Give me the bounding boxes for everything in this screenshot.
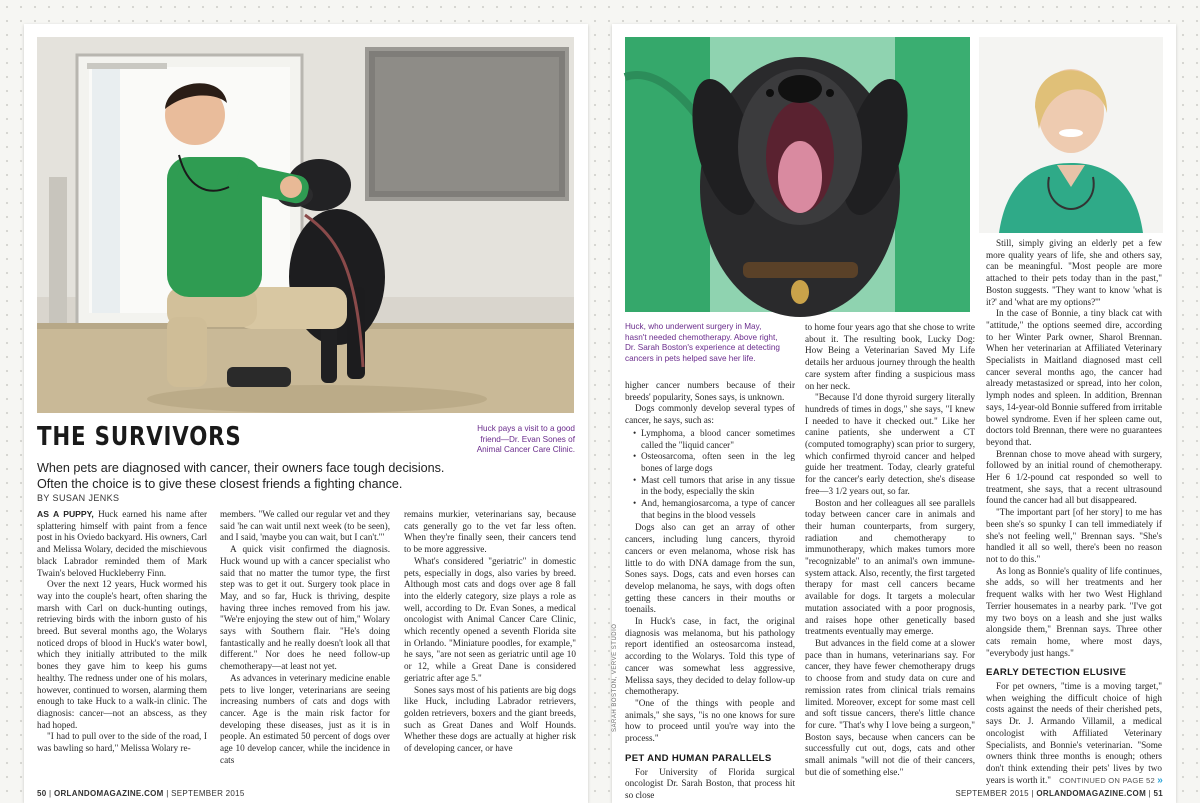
paragraph: For University of Florida surgical oncologist Dr. Sarah Boston, that process hit so close xyxy=(625,766,795,800)
paragraph: As advances in veterinary medicine enable pets to live longer, veterinarians are seeing increasing numbers of cats and dogs with cancer. Age is the main risk factor for developing these diseases, just as it is in people. An estimated 50 percent of dogs over age 10 develop cancer, while the incidence in cats xyxy=(220,672,390,765)
vet-with-dog-illustration xyxy=(37,37,574,413)
cancer-types-list xyxy=(631,428,795,522)
folio-separator: | xyxy=(1031,789,1034,798)
folio-separator: | xyxy=(1148,789,1151,798)
list-item: • And, hemangiosarcoma, a type of cancer that begins in the blood vessels xyxy=(631,498,795,521)
paragraph: Brennan chose to move ahead with surgery, followed by an initial round of chemotherapy. Her 6 1/2-pound cat responded so well to treatment, she says, that a recent ultrasound found the cancer had all but disappeared. xyxy=(986,448,1162,506)
right-page xyxy=(612,24,1176,803)
paragraph: Still, simply giving an elderly pet a few more quality years of life, she and others say, can be meaningful. "Most people are more attached to their pets today than in the past," Boston suggests. "They want to know 'what is it?' and 'what are my options?'" xyxy=(986,238,1162,307)
byline: BY SUSAN JENKS xyxy=(37,493,120,503)
issue-date: SEPTEMBER 2015 xyxy=(171,789,245,798)
paragraph-text: Huck earned his name after splattering himself with paint from a fence post in his Oviedo backyard. His owners, Carl and Melissa Wolary, decided the mischievous black Labrador reminded them of Mark Twain's beloved Huckleberry Finn. xyxy=(37,509,208,578)
continued-link[interactable] xyxy=(1059,775,1163,786)
doctor-portrait-photo xyxy=(979,37,1163,233)
dog-photo-caption xyxy=(625,322,815,364)
paragraph: But advances in the field come at a slower pace than in humans, veterinarians say. For cancer, they have fewer chemotherapy drugs to choose from and study data on cure and remission rates from clinical trials remains limited. Moreover, except for some mast cell and soft tissue cancers, there's little chance for cure. "That's why I love being a surgeon," Boston says, because when cancers can be successfully cut out, dogs, cats and other small animals "will not die of their cancers, but die of something else." xyxy=(805,637,975,777)
deck-line: Often the choice is to give these closest friends a fighting chance. xyxy=(37,477,403,491)
paragraph: Boston and her colleagues all see parallels today between cancer care in animals and their human counterparts, from surgery, radiation and chemotherapy to immunotherapy, which makes tumors more "recognizable" to an animal's own immune-system attack. Also, recently, the first targeted therapy for mast cell cancers became available for dogs. It targets a molecular mutation associated with a poor prognosis, and raises hope other genetically based treatments eventually may emerge. xyxy=(805,497,975,637)
text-column-5 xyxy=(805,322,975,792)
paragraph xyxy=(37,509,207,579)
caption-line: Huck pays a visit to a good xyxy=(477,424,575,433)
caption-line: Dr. Sarah Boston's experience at detecting xyxy=(625,343,780,353)
folio-separator: | xyxy=(166,789,169,798)
caption-line: friend—Dr. Evan Sones of xyxy=(480,434,575,444)
folio-separator: | xyxy=(49,789,52,798)
paragraph: "I had to pull over to the side of the road, I was bawling so hard," Melissa Wolary re- xyxy=(37,731,207,754)
doctor-illustration xyxy=(979,37,1163,233)
issue-date: SEPTEMBER 2015 xyxy=(955,789,1029,798)
paragraph: higher cancer numbers because of their breeds' popularity, Sones says, is unknown. xyxy=(625,380,795,402)
vet-with-dog-photo xyxy=(37,37,574,413)
paragraph: "The important part [of her story] to me has been she's so spunky I can tell immediately if she's not feeling well," Brennan says. "She's handled it all so well, there's been no reason not to do this." xyxy=(986,507,1162,564)
paragraph: "Because I'd done thyroid surgery literally hundreds of times in dogs," she says, "I knew I needed to have it checked out." Like her canine patients, she underwent a CT (computed tomography) scan prior to surgery, which confirmed thyroid cancer and helped guide her treatment. Today, clearly grateful for the cancer's early detection, she's disease free—3 1/2 years out, so far. xyxy=(805,392,975,496)
paragraph: Sones says most of his patients are big dogs like Huck, including Labrador retrievers, golden retrievers, boxers and the giant breeds, such as Great Danes and Wolf Hounds. Whether these dogs are actually at higher risk of developing cancer, or have xyxy=(404,684,576,754)
left-folio xyxy=(37,789,245,798)
page-number: 50 xyxy=(37,789,47,798)
deck-line: When pets are diagnosed with cancer, their owners face tough decisions. xyxy=(37,461,445,475)
article-deck xyxy=(37,460,477,492)
main-photo-caption xyxy=(477,424,575,456)
paragraph: remains murkier, veterinarians say, because cats generally go to the vet far less often. When they're finally seen, their cancers tend to be more aggressive. xyxy=(404,509,576,555)
section-heading: EARLY DETECTION ELUSIVE xyxy=(986,667,1127,679)
paragraph: Over the next 12 years, Huck wormed his way into the couple's heart, often sharing the marsh with Carl on duck-hunting outings, retrieving birds with the inborn gusto of his breed. But several months ago, the Wolarys noticed drops of blood in Huck's water bowl, which they initially attributed to the milk bones they gave him to keep his gums healthy. The redness under one of his molars, however, continued to worsen, alarming them enough to take Huck to a walk-in clinic. The diagnosis: cancer—not an abscess, as they had hoped. xyxy=(37,579,207,730)
list-item: • Lymphoma, a blood cancer sometimes called the "liquid cancer" xyxy=(631,428,795,451)
dog-yawning-photo xyxy=(625,37,970,312)
caption-line: Huck, who underwent surgery in May, xyxy=(625,322,762,331)
photo-credit: SARAH BOSTON, VERVE STUDIO xyxy=(612,623,618,732)
text-column-3 xyxy=(404,509,576,791)
paragraph: A quick visit confirmed the diagnosis. Huck wound up with a cancer specialist who said that no matter the tumor type, the first step was to get it out. Surgery took place in May, and so far, Huck is thriving, despite having three inches removed from his jaw. "We're enjoying the stew out of him," Wolary says with Southern flair. "He's doing fantastically and he really doesn't look all that different." Nor does he need follow-up chemotherapy—at least not yet. xyxy=(220,544,390,672)
site-name: ORLANDOMAGAZINE.COM xyxy=(1036,789,1147,798)
text-column-1 xyxy=(37,509,207,791)
paragraph: Dogs also can get an array of other cancers, including lung cancers, thyroid cancers or even melanoma, whose risk has little to do with DNA damage from the sun, Sones says. Dogs, cats and even horses can develop melanoma, he says, with dogs often getting these cancers in their mouths or toenails. xyxy=(625,522,795,615)
list-item: • Mast cell tumors that arise in any tissue in the body, especially the skin xyxy=(631,475,795,498)
paragraph: In Huck's case, in fact, the original diagnosis was melanoma, but his pathology report identified an osteosarcoma instead, according to the Wolarys. Told this type of cancer was somewhat less aggressive, Melissa says, they decided to delay follow-up chemotherapy. xyxy=(625,616,795,697)
paragraph: What's considered "geriatric" in domestic pets, especially in dogs, also varies by breed. Although most cats and dogs over age 8 fall into the elderly category, size plays a role as well, according to Dr. Evan Sones, a medical oncologist with Animal Cancer Care Clinic, which recently opened a seventh Florida site in Orlando. "Miniature poodles, for example," he says, "are not seen as geriatric until age 10 or 12, while a Great Dane is considered geriatric after age 5." xyxy=(404,555,576,683)
text-column-4 xyxy=(625,380,795,800)
paragraph: For pet owners, "time is a moving target," when weighing the difficult choice of high costs against the needs of their cherished pets, says Dr. J. Armando Villamil, a medical oncologist with Affiliated Veterinary Specialists, and Bonnie's veterinarian. "Some owners think three months is enough; others don't think extending their pets' lives by two years is worth it." xyxy=(986,681,1162,785)
article-headline: THE SURVIVORS xyxy=(37,422,242,452)
paragraph: members. "We called our regular vet and they said 'he can wait until next week (to be seen), and I said, 'maybe you can wait, but I can't.'" xyxy=(220,509,390,543)
text-column-2 xyxy=(220,509,390,791)
list-item: • Osteosarcoma, often seen in the leg bones of large dogs xyxy=(631,451,795,474)
left-page xyxy=(24,24,588,803)
caption-line: Animal Cancer Care Clinic. xyxy=(476,445,575,455)
site-name: ORLANDOMAGAZINE.COM xyxy=(53,789,164,798)
section-heading: PET AND HUMAN PARALLELS xyxy=(625,752,772,764)
lead-in: AS A PUPPY, xyxy=(37,509,94,519)
caption-line: hasn't needed chemotherapy. Above right, xyxy=(625,332,778,342)
right-folio xyxy=(955,789,1163,798)
dog-illustration xyxy=(625,37,970,312)
paragraph: to home four years ago that she chose to write about it. The resulting book, Lucky Dog: How Being a Veterinarian Saved My Life details her arduous journey through the health care system after finding a suspicious mass on her neck. xyxy=(805,322,975,391)
paragraph: Dogs commonly develop several types of cancer, he says, such as: xyxy=(625,403,795,426)
double-chevron-right-icon: » xyxy=(1157,775,1163,786)
caption-line: cancers in pets helped save her life. xyxy=(625,353,756,363)
page-number: 51 xyxy=(1153,789,1163,798)
paragraph: "One of the things with people and animals," she says, "is no one knows for sure how to proceed until you're way into the process." xyxy=(625,697,795,744)
paragraph: In the case of Bonnie, a tiny black cat with "attitude," the options seemed dire, according to her Winter Park owner, Sharol Brennan. When her veterinarian at Affiliated Veterinary Specialists in Maitland diagnosed mast cell cancer several months ago, the cancer had already metastasized or spread, into her colon, lymph nodes and spleen. In addition, Brennan says, 14-year-old Bonnie suffered from irritable bowel syndrome. Even if her spleen came out, doctors told Brennan, there were no guarantees beyond that. xyxy=(986,308,1162,447)
continued-text: CONTINUED ON PAGE 52 xyxy=(1059,776,1155,785)
paragraph: As long as Bonnie's quality of life continues, she adds, so will her treatments and her frequent walks with her two West Highland Terrier housemates in a nearby park. "I've got my two boys on a leash and she just walks alongside them," Brennan says. Three other cats remain home, where most days, "everybody just hangs." xyxy=(986,565,1162,658)
